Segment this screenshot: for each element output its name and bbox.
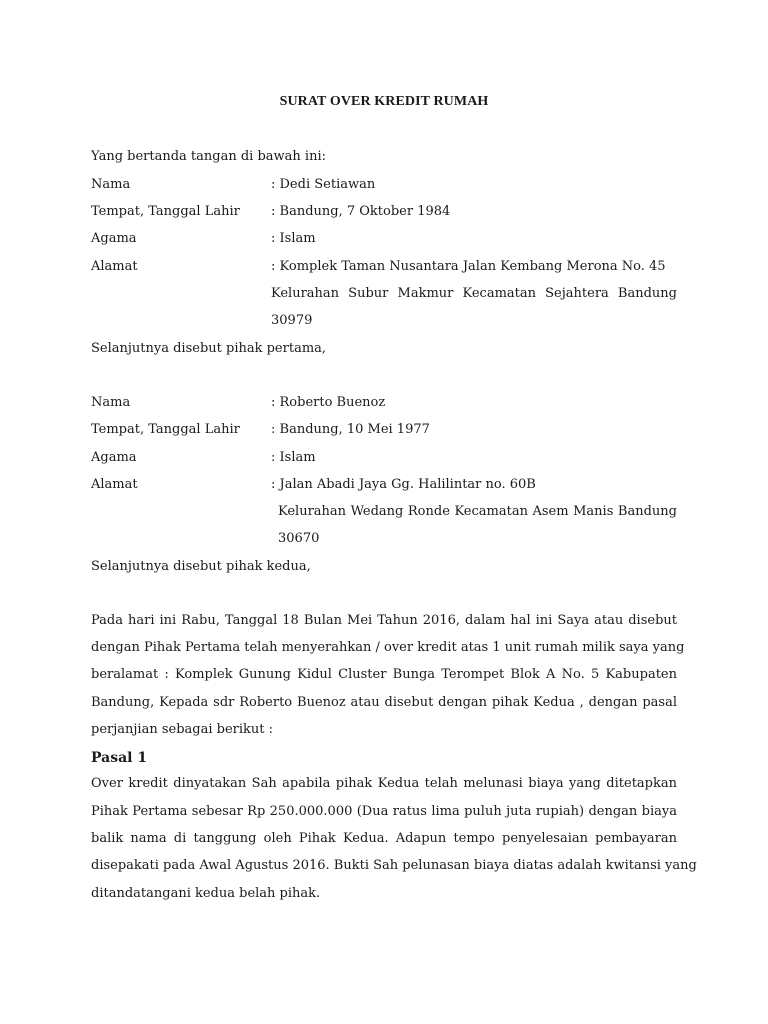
pihak-pertama-closing: Selanjutnya disebut pihak pertama,	[91, 341, 327, 356]
pihak-pertama-agama-label: Agama	[91, 231, 137, 246]
pihak-kedua-ttl-label: Tempat, Tanggal Lahir	[91, 422, 240, 437]
pihak-kedua-closing: Selanjutnya disebut pihak kedua,	[91, 559, 311, 574]
pihak-pertama-agama-value: : Islam	[271, 231, 316, 246]
pihak-pertama-alamat-line2: Kelurahan Subur Makmur Kecamatan Sejahtera Bandung	[271, 286, 677, 301]
paragraph1-line3: beralamat : Komplek Gunung Kidul Cluster Bunga Terompet Blok A No. 5 Kabupaten	[91, 667, 677, 682]
pihak-kedua-alamat-label: Alamat	[91, 477, 138, 492]
document-title: SURAT OVER KREDIT RUMAH	[279, 94, 489, 109]
pihak-kedua-nama-label: Nama	[91, 395, 131, 410]
pihak-pertama-nama-label: Nama	[91, 177, 131, 192]
paragraph1-line2: dengan Pihak Pertama telah menyerahkan / over kredit atas 1 unit rumah milik saya yang	[91, 640, 685, 655]
intro-text: Yang bertanda tangan di bawah ini:	[91, 149, 326, 164]
pasal1-line1: Over kredit dinyatakan Sah apabila pihak Kedua telah melunasi biaya yang ditetapkan	[91, 776, 677, 791]
pasal1-line4: disepakati pada Awal Agustus 2016. Bukti Sah pelunasan biaya diatas adalah kwitansi yang	[91, 858, 697, 873]
pihak-kedua-ttl-value: : Bandung, 10 Mei 1977	[271, 422, 430, 437]
pihak-kedua-agama-label: Agama	[91, 450, 137, 465]
pasal1-line5: ditandatangani kedua belah pihak.	[91, 886, 321, 901]
pihak-kedua-alamat-line1: : Jalan Abadi Jaya Gg. Halilintar no. 60B	[271, 477, 536, 492]
paragraph1-line5: perjanjian sebagai berikut :	[91, 722, 273, 737]
pihak-kedua-alamat-line3: 30670	[278, 531, 320, 546]
pasal1-heading: Pasal 1	[91, 750, 148, 766]
paragraph1-line1: Pada hari ini Rabu, Tanggal 18 Bulan Mei Tahun 2016, dalam hal ini Saya atau disebut	[91, 613, 677, 628]
pihak-pertama-ttl-label: Tempat, Tanggal Lahir	[91, 204, 240, 219]
pihak-kedua-agama-value: : Islam	[271, 450, 316, 465]
pihak-pertama-alamat-label: Alamat	[91, 259, 138, 274]
pihak-kedua-nama-value: : Roberto Buenoz	[271, 395, 386, 410]
pihak-pertama-nama-value: : Dedi Setiawan	[271, 177, 376, 192]
pihak-pertama-ttl-value: : Bandung, 7 Oktober 1984	[271, 204, 451, 219]
pihak-pertama-alamat-line1: : Komplek Taman Nusantara Jalan Kembang Merona No. 45	[271, 259, 666, 274]
pihak-pertama-alamat-line3: 30979	[271, 313, 313, 328]
pihak-kedua-alamat-line2: Kelurahan Wedang Ronde Kecamatan Asem Manis Bandung	[278, 504, 677, 519]
pasal1-line3: balik nama di tanggung oleh Pihak Kedua. Adapun tempo penyelesaian pembayaran	[91, 831, 677, 846]
pasal1-line2: Pihak Pertama sebesar Rp 250.000.000 (Dua ratus lima puluh juta rupiah) dengan biaya	[91, 804, 677, 819]
paragraph1-line4: Bandung, Kepada sdr Roberto Buenoz atau disebut dengan pihak Kedua , dengan pasal	[91, 695, 677, 710]
